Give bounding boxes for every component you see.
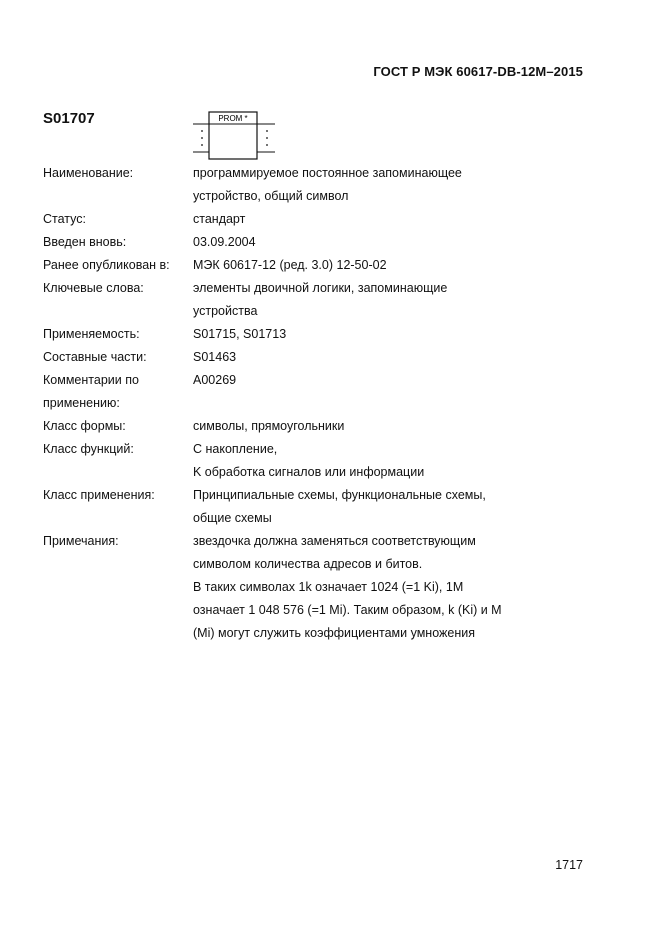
field-value — [193, 208, 523, 231]
field-label — [43, 231, 193, 254]
field-value-line: программируемое постоянное запоминающее — [193, 166, 462, 180]
field-label-line: Наименование: — [43, 166, 134, 180]
field-row — [43, 231, 523, 254]
field-label-line: Ранее опубликован в: — [43, 258, 170, 272]
field-value-line: символом количества адресов и битов. — [193, 557, 423, 571]
field-label-line: Класс применения: — [43, 488, 155, 502]
field-value-line: устройства — [193, 304, 258, 318]
field-label-line: Примечания: — [43, 534, 119, 548]
field-value-line: общие схемы — [193, 511, 272, 525]
field-value — [193, 438, 523, 484]
field-row — [43, 277, 523, 323]
field-label-line: Составные части: — [43, 350, 147, 364]
document-header: ГОСТ Р МЭК 60617-DB-12M–2015 — [373, 64, 583, 79]
field-row — [43, 323, 523, 346]
field-label-line: Применяемость: — [43, 327, 140, 341]
field-value-line: В таких символах 1k означает 1024 (=1 Ki), 1M — [193, 580, 464, 594]
prom-symbol-icon — [193, 111, 277, 161]
field-value-line: устройство, общий символ — [193, 189, 349, 203]
field-label-line: Класс формы: — [43, 419, 126, 433]
field-row — [43, 254, 523, 277]
field-value — [193, 369, 523, 415]
field-label-line: Статус: — [43, 212, 86, 226]
field-label — [43, 530, 193, 645]
field-value-line: (Mi) могут служить коэффициентами умножения — [193, 626, 475, 640]
field-row — [43, 484, 523, 530]
field-label — [43, 484, 193, 530]
field-value — [193, 231, 523, 254]
field-value-line: C накопление, — [193, 442, 278, 456]
field-value-line: элементы двоичной логики, запоминающие — [193, 281, 448, 295]
field-value-line: Принципиальные схемы, функциональные схемы, — [193, 488, 486, 502]
field-value — [193, 415, 523, 438]
field-value-line: МЭК 60617-12 (ред. 3.0) 12-50-02 — [193, 258, 387, 272]
field-value — [193, 277, 523, 323]
page-number: 1717 — [555, 858, 583, 872]
field-label — [43, 208, 193, 231]
symbol-label: PROM * — [218, 114, 248, 123]
field-row — [43, 438, 523, 484]
field-value-line: A00269 — [193, 373, 237, 387]
field-label — [43, 369, 193, 415]
field-value — [193, 484, 523, 530]
field-value — [193, 323, 523, 346]
field-label — [43, 254, 193, 277]
field-value — [193, 254, 523, 277]
entry-fields-table — [43, 162, 523, 645]
field-value — [193, 530, 523, 645]
field-label — [43, 162, 193, 208]
field-label — [43, 438, 193, 484]
field-label-line: применению: — [43, 396, 120, 410]
field-row — [43, 162, 523, 208]
field-value-line: означает 1 048 576 (=1 Mi). Таким образом, k (Ki) и M — [193, 603, 502, 617]
field-row — [43, 415, 523, 438]
field-value-line: звездочка должна заменяться соответствующим — [193, 534, 476, 548]
field-row — [43, 208, 523, 231]
entry-code: S01707 — [43, 110, 95, 127]
field-label-line: Класс функций: — [43, 442, 134, 456]
field-value-line: 03.09.2004 — [193, 235, 256, 249]
field-label — [43, 277, 193, 323]
field-label — [43, 346, 193, 369]
field-value-line: S01715, S01713 — [193, 327, 287, 341]
field-row — [43, 530, 523, 645]
field-value-line: S01463 — [193, 350, 237, 364]
field-row — [43, 346, 523, 369]
field-label-line: Введен вновь: — [43, 235, 127, 249]
field-value-line: символы, прямоугольники — [193, 419, 345, 433]
field-label-line: Комментарии по — [43, 373, 139, 387]
field-label — [43, 415, 193, 438]
field-value-line: K обработка сигналов или информации — [193, 465, 425, 479]
field-label-line: Ключевые слова: — [43, 281, 144, 295]
field-row — [43, 369, 523, 415]
field-value — [193, 162, 523, 208]
field-value-line: стандарт — [193, 212, 246, 226]
field-label — [43, 323, 193, 346]
field-value — [193, 346, 523, 369]
